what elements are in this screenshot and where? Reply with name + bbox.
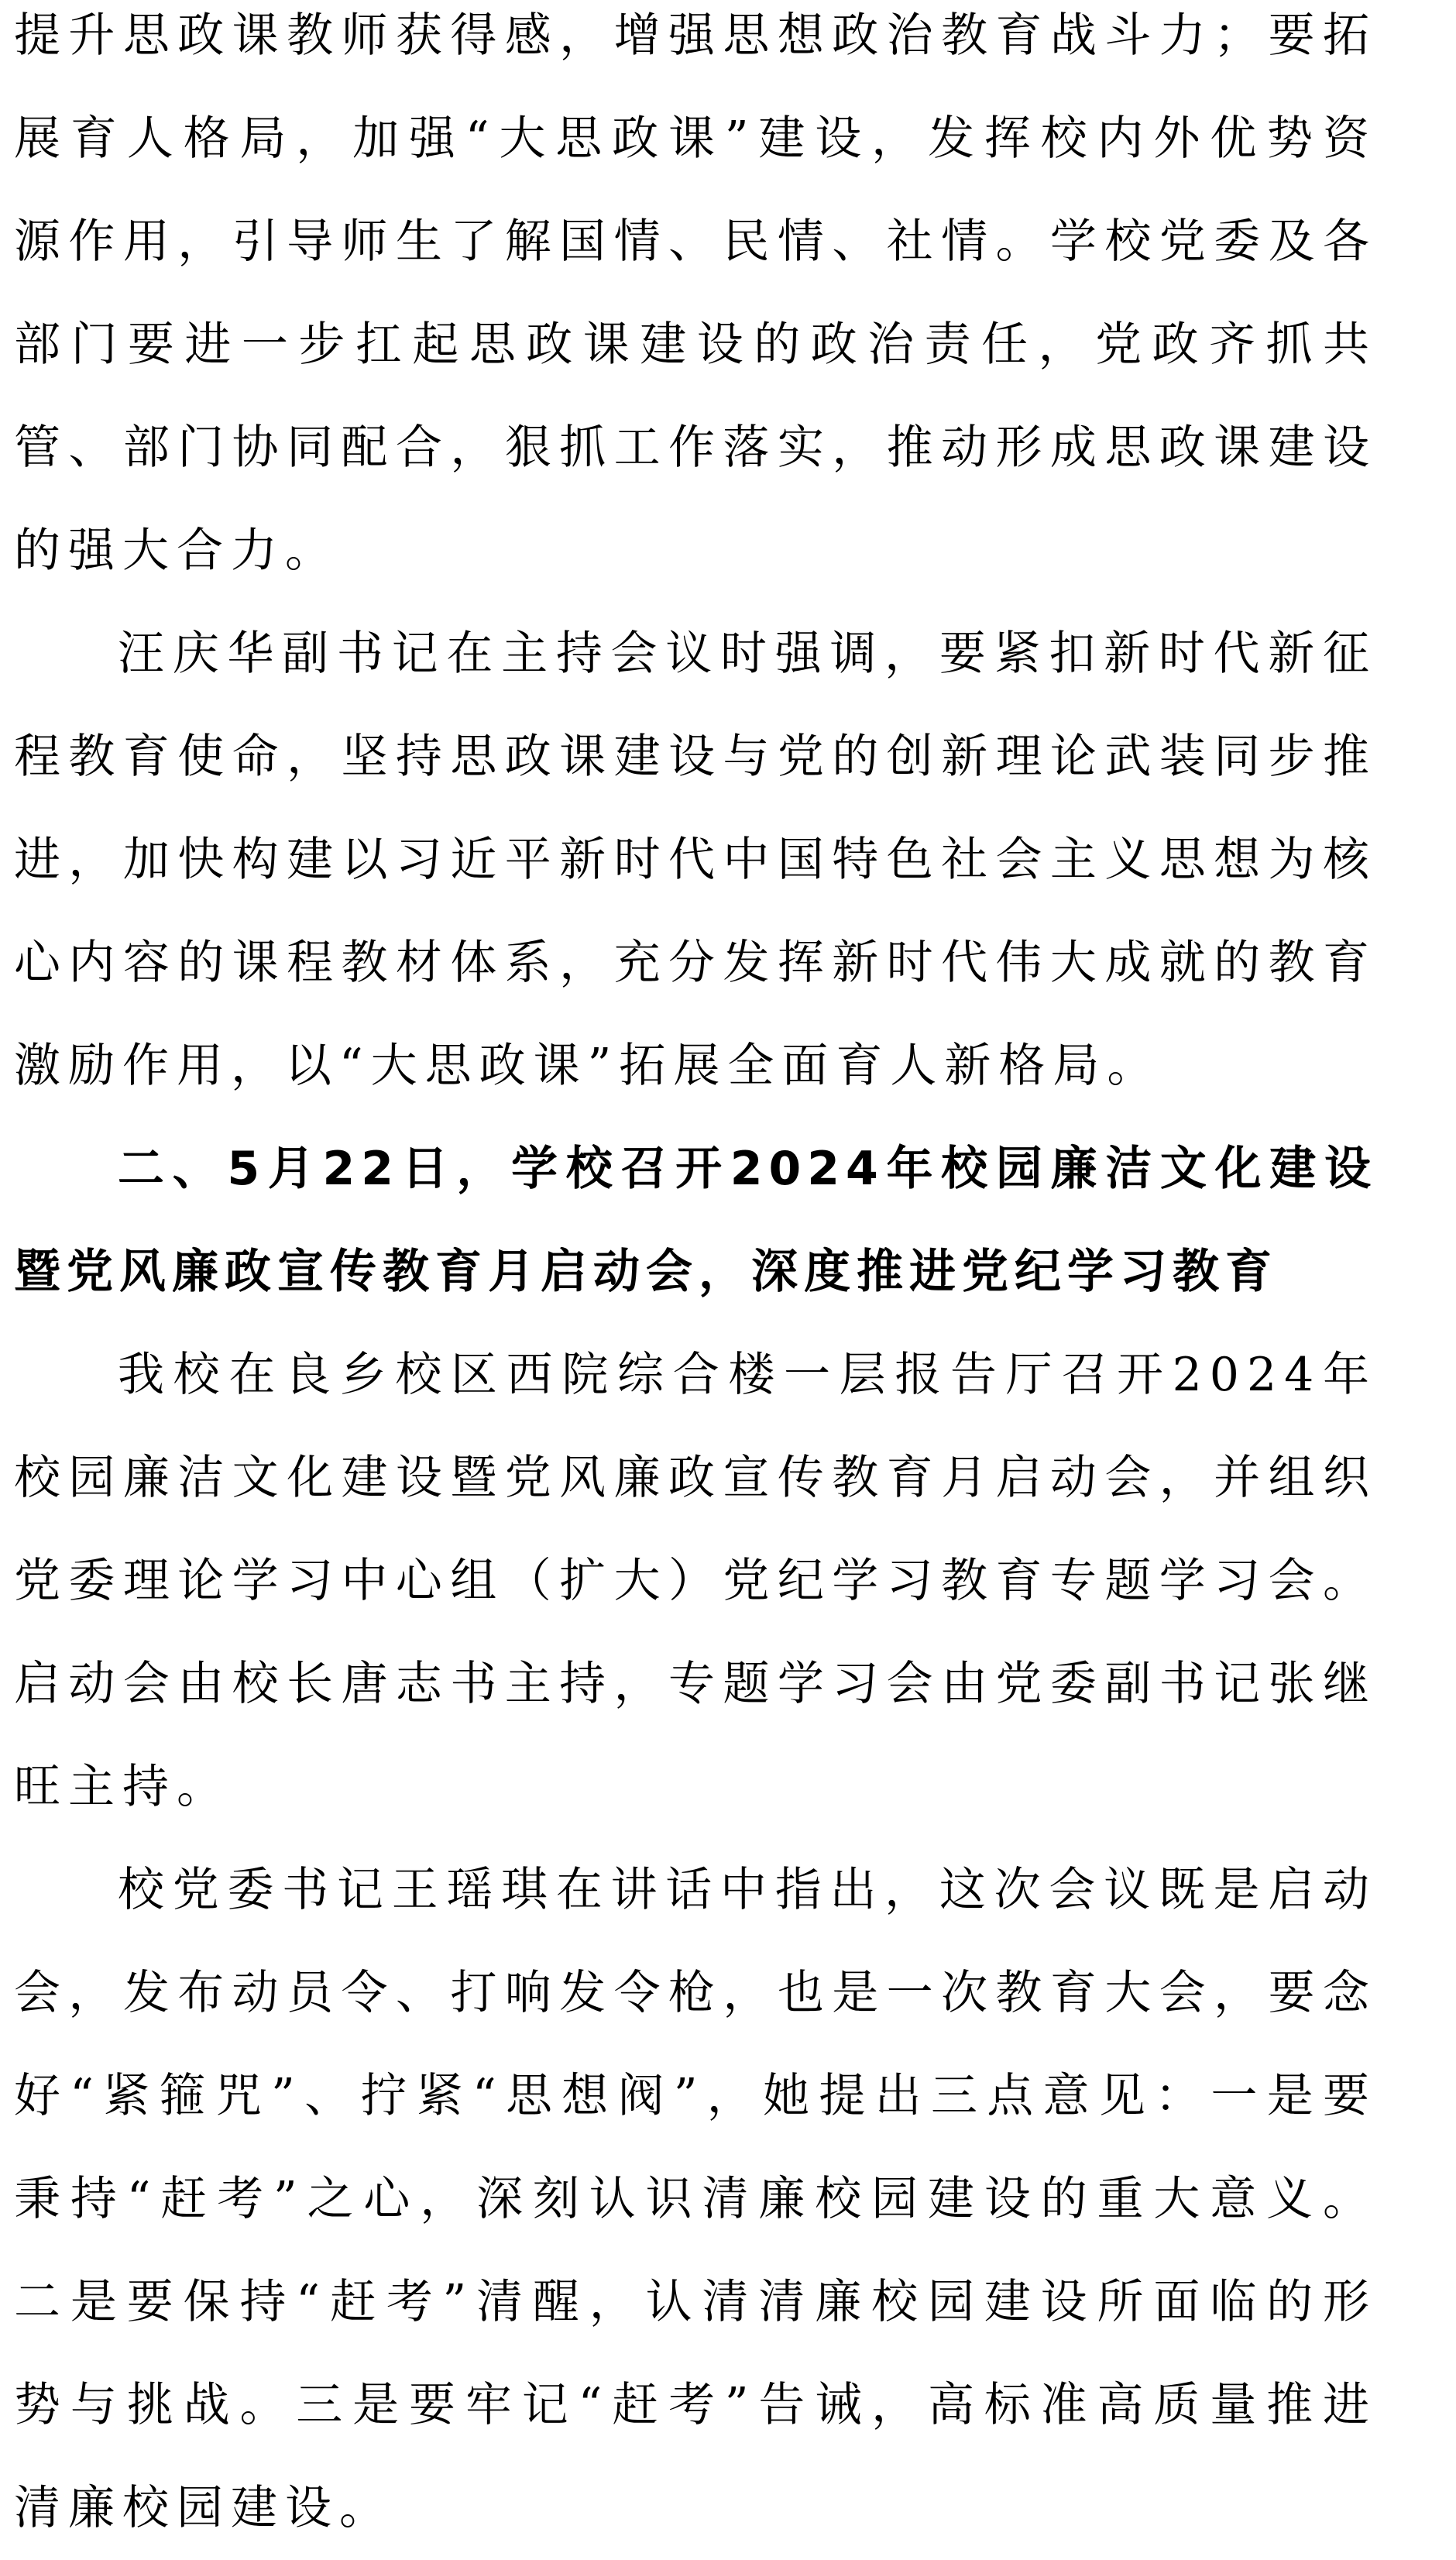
paragraph-meeting-overview: 我校在良乡校区西院综合楼一层报告厅召开2024年校园廉洁文化建设暨党风廉政宣传教育月启动会，并组织党委理论学习中心组（扩大）党纪学习教育专题学习会。启动会由校长唐志书主持，专题学习会由党委副书记张继旺主持。 (14, 1348, 1377, 1814)
paragraph-continued: 提升思政课教师获得感，增强思想政治教育战斗力；要拓展育人格局，加强“大思政课”建设，发挥校内外优势资源作用，引导师生了解国情、民情、社情。学校党委及各部门要进一步扛起思政课建设的政治责任，党政齐抓共管、部门协同配合，狠抓工作落实，推动形成思政课建设的强大合力。 (14, 9, 1377, 578)
paragraph-party-secretary-speech: 校党委书记王瑶琪在讲话中指出，这次会议既是启动会，发布动员令、打响发令枪，也是一次教育大会，要念好“紧箍咒”、拧紧“思想阀”，她提出三点意见：一是要秉持“赶考”之心，深刻认识清廉校园建设的重大意义。二是要保持“赶考”清醒，认清清廉校园建设所面临的形势与挑战。三是要牢记“赶考”告诫，高标准高质量推进清廉校园建设。 (14, 1863, 1377, 2535)
document-body (14, 0, 1377, 2560)
paragraph-vice-secretary-remarks: 汪庆华副书记在主持会议时强调，要紧扣新时代新征程教育使命，坚持思政课建设与党的创新理论武装同步推进，加快构建以习近平新时代中国特色社会主义思想为核心内容的课程教材体系，充分发挥新时代伟大成就的教育激励作用，以“大思政课”拓展全面育人新格局。 (14, 627, 1377, 1093)
section-heading: 二、5月22日，学校召开2024年校园廉洁文化建设暨党风廉政宣传教育月启动会，深度推进党纪学习教育 (14, 1142, 1377, 1299)
